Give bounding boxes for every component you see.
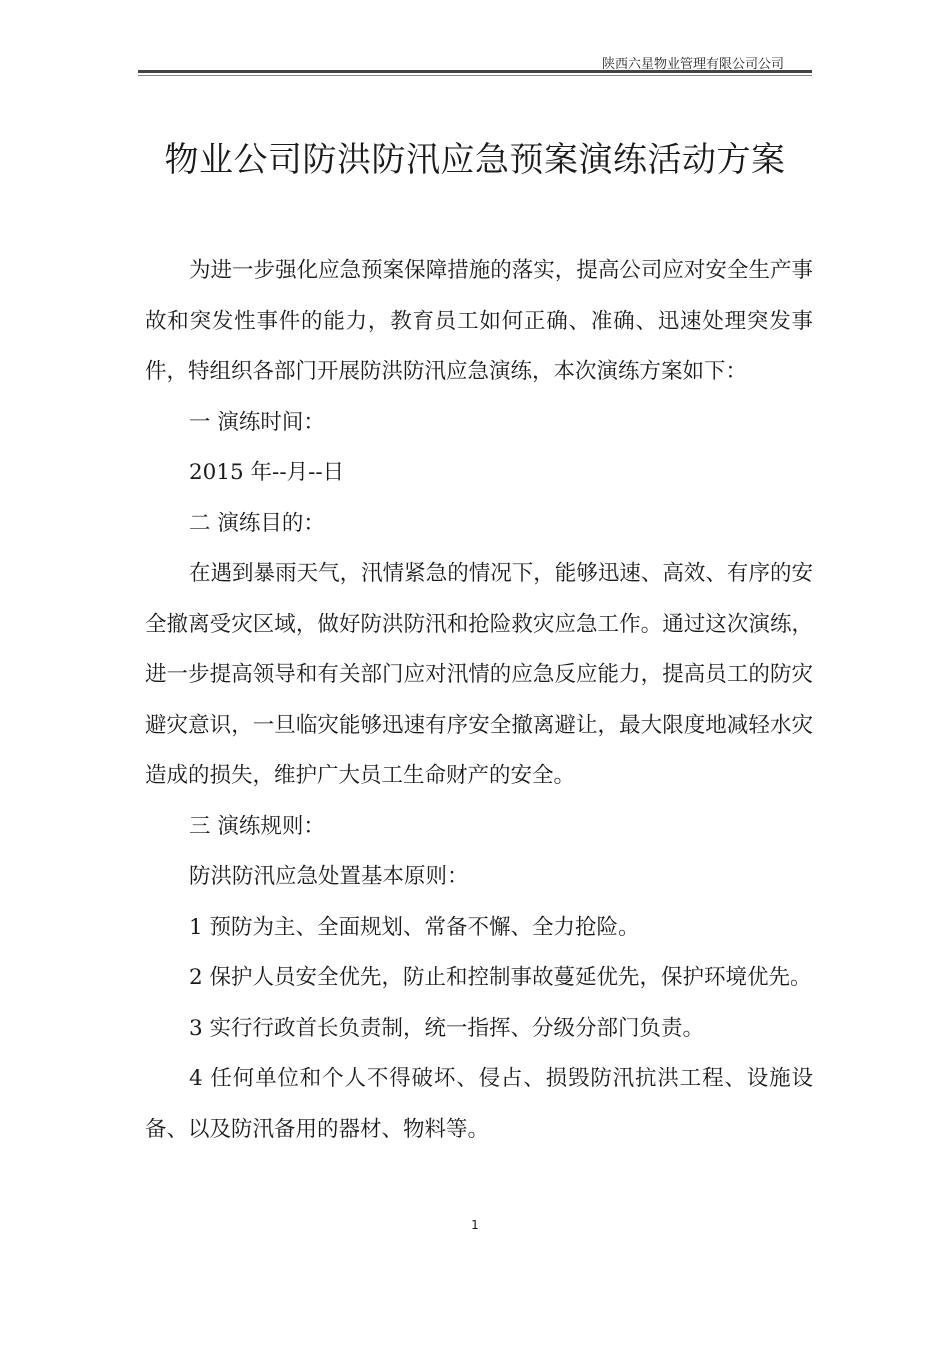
document-title: 物业公司防洪防汛应急预案演练活动方案 — [164, 140, 786, 180]
principles-heading: 防洪防汛应急处置基本原则： — [189, 864, 469, 889]
purpose-paragraph: 在遇到暴雨天气，汛情紧急的情况下，能够迅速、高效、有序的安全撤离受灾区域，做好防洪防汛和抢险救灾应急工作。通过这次演练，进一步提高领导和有关部门应对汛情的应急反应能力，提高员工的防灾避灾意识，一旦临灾能够迅速有序安全撤离避让，最大限度地减轻水灾造成的损失，维护广大员工生命财产的安全。 — [145, 561, 813, 788]
header-rule-thin — [138, 75, 812, 76]
header-rule — [138, 70, 812, 73]
section-heading-rules: 三 演练规则： — [189, 813, 325, 839]
section-heading-time: 一 演练时间： — [189, 409, 325, 435]
document-body — [145, 246, 813, 1155]
header-company-name: 陕西六星物业管理有限公司公司 — [601, 57, 784, 72]
principle-item-2: 2 保护人员安全优先，防止和控制事故蔓延优先，保护环境优先。 — [189, 965, 812, 990]
section-heading-purpose: 二 演练目的： — [189, 510, 325, 536]
page-number: 1 — [471, 1218, 479, 1232]
principle-item-4: 4 任何单位和个人不得破坏、侵占、损毁防汛抗洪工程、设施设备、以及防汛备用的器材、物料等。 — [145, 1066, 813, 1142]
principle-item-1: 1 预防为主、全面规划、常备不懈、全力抢险。 — [189, 914, 640, 940]
principle-item-3: 3 实行行政首长负责制，统一指挥、分级分部门负责。 — [189, 1015, 705, 1041]
drill-date: 2015 年--月--日 — [189, 460, 345, 485]
intro-paragraph: 为进一步强化应急预案保障措施的落实，提高公司应对安全生产事故和突发性事件的能力，教育员工如何正确、准确、迅速处理突发事件，特组织各部门开展防洪防汛应急演练，本次演练方案如下： — [145, 258, 813, 384]
